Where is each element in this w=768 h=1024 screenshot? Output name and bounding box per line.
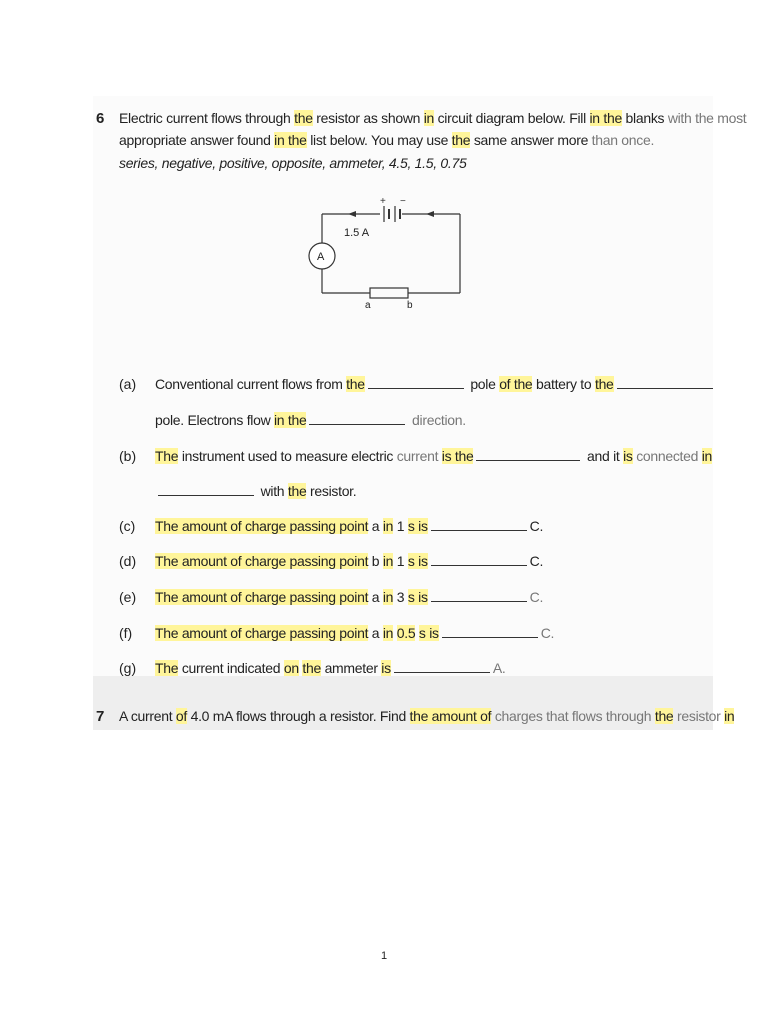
blank-g[interactable] xyxy=(394,662,490,673)
point-b-label: b xyxy=(407,300,413,311)
part-a-line-1: Conventional current flows from the pole of the battery to the xyxy=(155,376,716,392)
answer-options-list: series, negative, positive, opposite, ammeter, 4.5, 1.5, 0.75 xyxy=(119,155,467,171)
ammeter-label: A xyxy=(317,251,325,263)
part-g-label: (g) xyxy=(119,660,137,676)
question-7-number: 7 xyxy=(96,708,105,725)
blank-a-1[interactable] xyxy=(368,378,464,389)
blank-e[interactable] xyxy=(431,591,527,602)
part-d-line: The amount of charge passing point b in 1 s is C. xyxy=(155,553,544,569)
blank-d[interactable] xyxy=(431,555,527,566)
question-7-text: A current of 4.0 mA flows through a resistor. Find the amount of charges that flows through the resistor in xyxy=(119,708,735,724)
part-a-label: (a) xyxy=(119,376,137,392)
part-b-line-2: with the resistor. xyxy=(155,483,356,499)
blank-a-3[interactable] xyxy=(309,414,405,425)
question-6-intro-line-1: Electric current flows through the resistor as shown in circuit diagram below. Fill in the blanks with the most xyxy=(119,110,747,126)
part-c-label: (c) xyxy=(119,518,136,534)
battery-plus-sign: + xyxy=(380,196,386,207)
part-f-line: The amount of charge passing point a in 0.5 s is C. xyxy=(155,625,555,641)
current-arrow-left xyxy=(348,211,356,217)
part-d-label: (d) xyxy=(119,553,137,569)
current-value-label: 1.5 A xyxy=(344,227,370,239)
part-g-line: The current indicated on the ammeter is A. xyxy=(155,660,506,676)
page-number: 1 xyxy=(380,950,388,962)
part-c-line: The amount of charge passing point a in 1 s is C. xyxy=(155,518,544,534)
blank-f[interactable] xyxy=(442,627,538,638)
blank-b-1[interactable] xyxy=(476,450,580,461)
question-6-intro-line-2: appropriate answer found in the list below. You may use the same answer more than once. xyxy=(119,132,655,148)
question-6-number: 6 xyxy=(96,110,105,127)
part-e-line: The amount of charge passing point a in 3 s is C. xyxy=(155,589,544,605)
part-e-label: (e) xyxy=(119,589,137,605)
blank-a-2[interactable] xyxy=(617,378,713,389)
part-b-label: (b) xyxy=(119,448,137,464)
blank-b-2[interactable] xyxy=(158,485,254,496)
part-a-line-2: pole. Electrons flow in the direction. xyxy=(155,412,466,428)
current-arrow-right xyxy=(426,211,434,217)
part-f-label: (f) xyxy=(119,625,133,641)
circuit-diagram xyxy=(300,196,480,316)
part-b-line-1: The instrument used to measure electric current is the and it is connected in xyxy=(155,448,712,464)
point-a-label: a xyxy=(365,300,371,311)
battery-minus-sign: − xyxy=(400,196,406,207)
resistor-symbol xyxy=(370,288,408,298)
blank-c[interactable] xyxy=(431,520,527,531)
